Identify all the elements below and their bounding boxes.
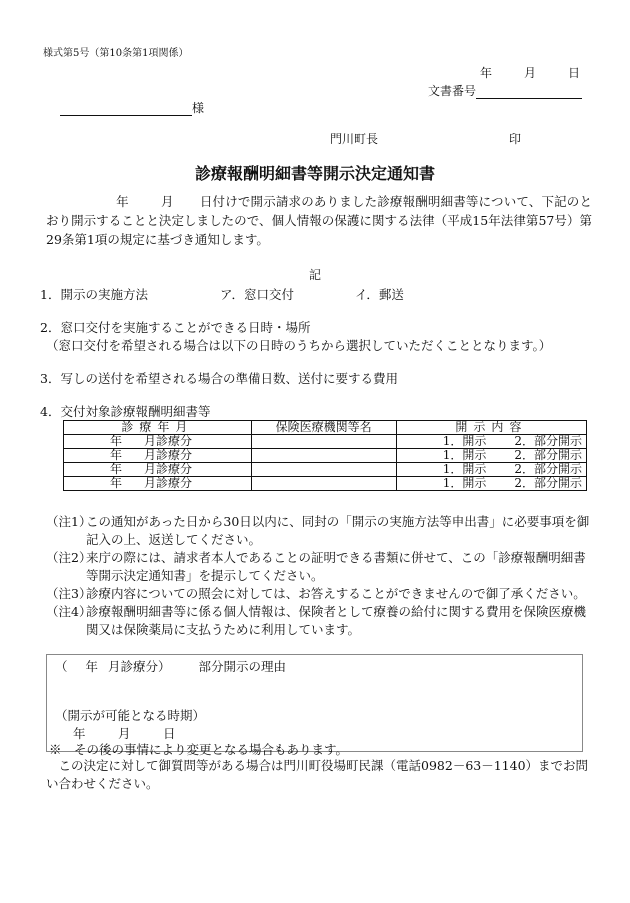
issue-date bbox=[480, 64, 580, 81]
option-partial: 2．部分開示 bbox=[514, 434, 582, 448]
intro-year: 年 bbox=[116, 194, 129, 209]
table-row bbox=[64, 435, 587, 449]
disclosure-cell bbox=[396, 463, 586, 477]
note-item bbox=[46, 585, 592, 603]
item-2-note: （窓口交付を希望される場合は以下の日時のうちから選択していただくこととなります。） bbox=[46, 338, 552, 353]
item-1 bbox=[40, 285, 404, 303]
intro-month: 月 bbox=[160, 194, 174, 209]
date-year: 年 bbox=[479, 66, 492, 80]
cell-year: 年 bbox=[110, 448, 123, 462]
option-disclose: 1．開示 bbox=[442, 476, 487, 490]
note-item bbox=[46, 549, 592, 585]
partial-disclosure-reason-box bbox=[46, 654, 583, 757]
note-mark: （注3） bbox=[46, 586, 92, 601]
reason-year: 年 bbox=[85, 659, 99, 674]
seal-mark: 印 bbox=[509, 132, 522, 146]
note-mark: （注4） bbox=[46, 604, 92, 619]
note-mark: （注2） bbox=[46, 550, 92, 565]
cell-month: 月診療分 bbox=[144, 434, 193, 448]
contact-footer: この決定に対して御質問等がある場合は門川町役場町民課（電話0982－63－1140）までお問い合わせください。 bbox=[46, 758, 589, 791]
item-3-label: 3．写しの送付を希望される場合の準備日数、送付に要する費用 bbox=[40, 371, 398, 386]
item-1-option-counter: ア．窓口交付 bbox=[220, 287, 295, 302]
ki-heading: 記 bbox=[308, 268, 321, 282]
item-2-label: 2．窓口交付を実施することができる日時・場所 bbox=[40, 320, 311, 335]
option-partial: 2．部分開示 bbox=[514, 476, 582, 490]
cell-month: 月診療分 bbox=[144, 476, 193, 490]
table-row bbox=[64, 477, 587, 491]
form-number: 様式第5号（第10条第1項関係） bbox=[43, 48, 189, 59]
cell-month: 月診療分 bbox=[144, 462, 193, 476]
note-text: 来庁の際には、請求者本人であることの証明できる書類に併せて、この「診療報酬明細書等開示決定通知書」を提示してください。 bbox=[86, 550, 586, 583]
treatment-month-cell bbox=[64, 463, 252, 477]
item-4-label: 4．交付対象診療報酬明細書等 bbox=[40, 404, 211, 419]
period-month: 月 bbox=[118, 726, 131, 741]
note-item bbox=[46, 513, 592, 549]
document-number-blank bbox=[476, 86, 582, 99]
institution-cell bbox=[251, 477, 396, 491]
addressee-blank bbox=[60, 103, 192, 116]
date-month: 月 bbox=[523, 66, 536, 80]
addressee bbox=[60, 99, 204, 116]
item-1-label: 1．開示の実施方法 bbox=[40, 287, 148, 302]
reason-heading bbox=[55, 657, 286, 675]
header-institution: 保険医療機関等名 bbox=[251, 421, 396, 435]
note-text: この通知があった日から30日以内に、同封の「開示の実施方法等申出書」に必要事項を御記入の上、返送してください。 bbox=[86, 514, 590, 547]
header-disclosure: 開示内容 bbox=[396, 421, 586, 435]
note-item bbox=[46, 603, 592, 639]
institution-cell bbox=[251, 463, 396, 477]
note-text: 診療内容についての照会に対しては、お答えすることができませんので御了承ください。 bbox=[86, 586, 586, 601]
reason-open-paren: （ bbox=[55, 659, 68, 674]
institution-cell bbox=[251, 449, 396, 463]
note-text: 診療報酬明細書等に係る個人情報は、保険者として療養の給付に関する費用を保険医療機関又は保険薬局に支払うために利用しています。 bbox=[86, 604, 587, 637]
header-treatment-month: 診療年月 bbox=[64, 421, 252, 435]
item-1-option-mail: イ．郵送 bbox=[355, 287, 404, 302]
table-header-row bbox=[64, 421, 587, 435]
cell-year: 年 bbox=[110, 476, 123, 490]
disclosure-cell bbox=[396, 477, 586, 491]
option-partial: 2．部分開示 bbox=[514, 448, 582, 462]
issuer-mayor: 門川町長 bbox=[330, 132, 379, 146]
disclosure-cell bbox=[396, 435, 586, 449]
page-title: 診療報酬明細書等開示決定通知書 bbox=[194, 164, 435, 183]
documents-table bbox=[63, 420, 587, 491]
reason-month: 月診療分） bbox=[108, 659, 171, 674]
change-note: ※ その後の事情により変更となる場合もあります。 bbox=[49, 742, 349, 757]
option-disclose: 1．開示 bbox=[442, 462, 487, 476]
option-partial: 2．部分開示 bbox=[514, 462, 582, 476]
addressee-suffix: 様 bbox=[192, 101, 205, 115]
treatment-month-cell bbox=[64, 449, 252, 463]
cell-year: 年 bbox=[110, 462, 123, 476]
reason-label: 部分開示の理由 bbox=[198, 659, 287, 674]
document-number-label: 文書番号 bbox=[427, 84, 476, 98]
cell-month: 月診療分 bbox=[144, 448, 193, 462]
option-disclose: 1．開示 bbox=[442, 448, 487, 462]
document-number bbox=[428, 82, 582, 99]
note-mark: （注1） bbox=[46, 514, 92, 529]
period-year: 年 bbox=[73, 726, 86, 741]
intro-paragraph bbox=[46, 192, 592, 249]
disclosure-cell bbox=[396, 449, 586, 463]
treatment-month-cell bbox=[64, 435, 252, 449]
cell-year: 年 bbox=[110, 434, 123, 448]
option-disclose: 1．開示 bbox=[442, 434, 487, 448]
notes-list bbox=[46, 513, 592, 639]
institution-cell bbox=[251, 435, 396, 449]
table-row bbox=[64, 449, 587, 463]
intro-text: 日付けで開示請求のありました診療報酬明細書等について、下記のとおり開示することと決定しましたので、個人情報の保護に関する法律（平成15年法律第57号）第29条第1項の規定に基づき通知します。 bbox=[46, 194, 592, 247]
date-day: 日 bbox=[567, 66, 580, 80]
period-day: 日 bbox=[163, 726, 176, 741]
table-row bbox=[64, 463, 587, 477]
treatment-month-cell bbox=[64, 477, 252, 491]
available-period-label: （開示が可能となる時期） bbox=[55, 708, 206, 723]
